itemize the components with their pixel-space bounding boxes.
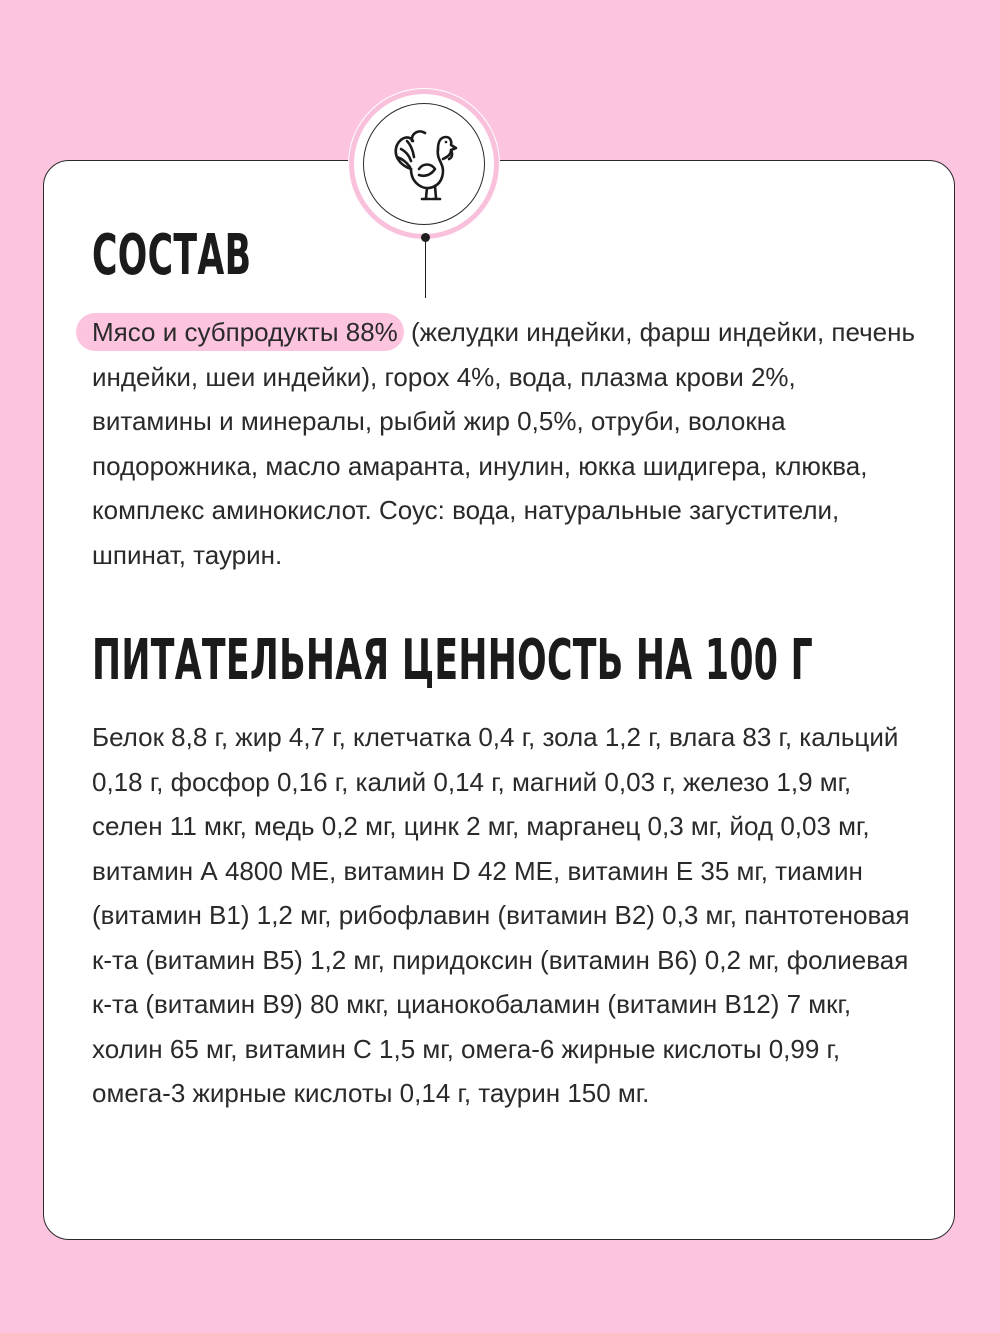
composition-title: СОСТАВ (92, 223, 252, 288)
composition-details: (желудки индейки, фарш индейки, печень индейки, шеи индейки), горох 4%, вода, плазма крови 2%, витамины и минералы, рыбий жир 0,5%, отруби, волокна подорожника, масло амаранта, инулин, юкка шидигера, клюква, комплекс аминокислот. Соус: вода, натуральные загустители, шпинат, таурин. (92, 317, 915, 570)
turkey-badge (363, 103, 485, 225)
turkey-icon (381, 121, 467, 207)
composition-text (92, 310, 922, 577)
composition-highlight: Мясо и субпродукты 88% (76, 313, 404, 351)
connector-line (425, 240, 427, 298)
nutrition-title: ПИТАТЕЛЬНАЯ ЦЕННОСТЬ НА 100 Г (92, 628, 814, 693)
nutrition-text: Белок 8,8 г, жир 4,7 г, клетчатка 0,4 г, зола 1,2 г, влага 83 г, кальций 0,18 г, фосфор 0,16 г, калий 0,14 г, магний 0,03 г, железо 1,9 мг, селен 11 мкг, медь 0,2 мг, цинк 2 мг, марганец 0,3 мг, йод 0,03 мг, витамин А 4800 МЕ, витамин D 42 МЕ, витамин Е 35 мг, тиамин (витамин B1) 1,2 мг, рибофлавин (витамин B2) 0,3 мг, пантотеновая к-та (витамин B5) 1,2 мг, пиридоксин (витамин B6) 0,2 мг, фолиевая к-та (витамин B9) 80 мкг, цианокобаламин (витамин B12) 7 мкг, холин 65 мг, витамин С 1,5 мг, омега-6 жирные кислоты 0,99 г, омега-3 жирные кислоты 0,14 г, таурин 150 мг. (92, 722, 910, 1108)
